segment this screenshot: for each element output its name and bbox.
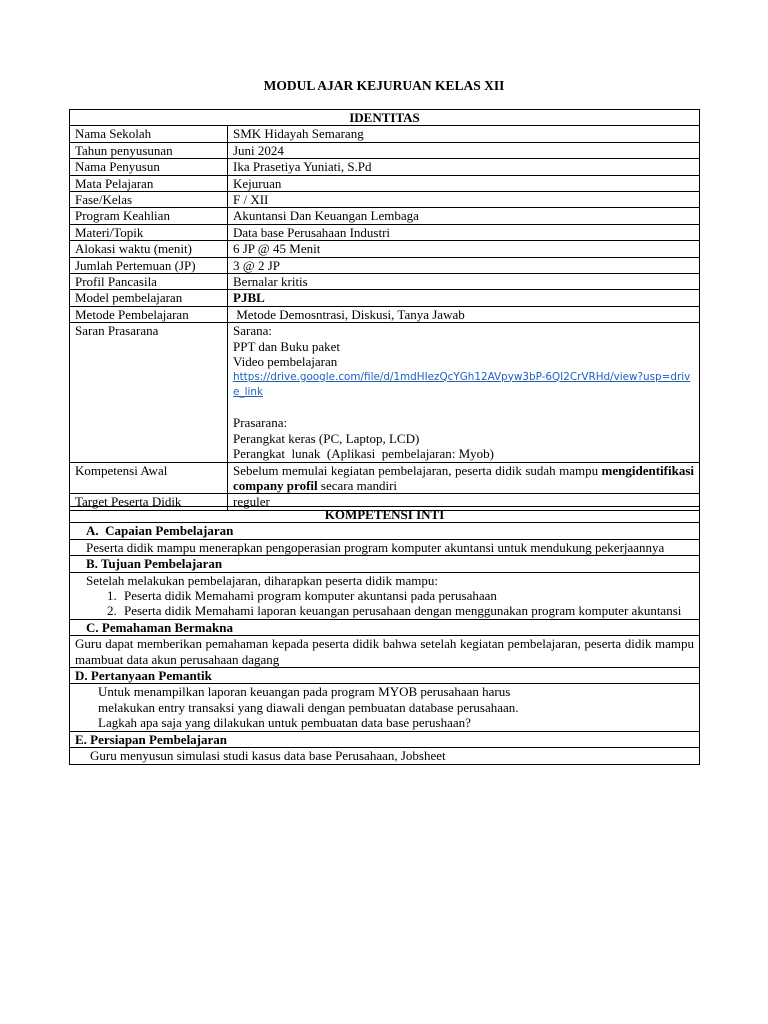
row-label: Alokasi waktu (menit) bbox=[70, 241, 228, 257]
saran-prasarana-cell bbox=[228, 323, 700, 462]
row-label: Mata Pelajaran bbox=[70, 175, 228, 191]
document-title: MODUL AJAR KEJURUAN KELAS XII bbox=[263, 78, 505, 93]
row-label: Tahun penyusunan bbox=[70, 142, 228, 158]
text-bold-segment: mengidentifikasi company profil bbox=[233, 462, 694, 493]
section-e-text: Guru menyusun simulasi studi kasus data base Perusahaan, Jobsheet bbox=[70, 748, 700, 764]
table-row bbox=[70, 241, 700, 257]
saran-prasarana-row bbox=[70, 323, 700, 462]
kompetensi-header-row bbox=[70, 507, 700, 523]
row-label: Target Peserta Didik bbox=[70, 494, 228, 510]
section-b-title: B. Tujuan Pembelajaran bbox=[70, 556, 700, 572]
section-body-row bbox=[70, 539, 700, 555]
section-a-text: Peserta didik mampu menerapkan pengoperasian program komputer akuntansi untuk mendukung pekerjaannya bbox=[70, 539, 700, 555]
row-label: Profil Pancasila bbox=[70, 274, 228, 290]
row-label: Materi/Topik bbox=[70, 224, 228, 240]
row-label: Nama Sekolah bbox=[70, 126, 228, 142]
sarana-item: PPT dan Buku paket bbox=[233, 338, 341, 354]
section-b-body bbox=[70, 572, 700, 619]
section-body-row bbox=[70, 748, 700, 764]
row-value: Juni 2024 bbox=[228, 142, 700, 158]
section-b-intro: Setelah melakukan pembelajaran, diharapkan peserta didik mampu: bbox=[86, 572, 438, 588]
question-line: melakukan entry transaksi yang diawali dengan pembuatan database perusahaan. bbox=[98, 699, 519, 715]
section-e-title: E. Persiapan Pembelajaran bbox=[70, 731, 700, 747]
question-line: Untuk menampilkan laporan keuangan pada program MYOB perusahaan harus bbox=[98, 684, 511, 700]
row-label: Saran Prasarana bbox=[70, 323, 228, 462]
section-title-row bbox=[70, 556, 700, 572]
section-d-title: D. Pertanyaan Pemantik bbox=[70, 668, 700, 684]
row-label: Fase/Kelas bbox=[70, 192, 228, 208]
kompetensi-awal-row bbox=[70, 462, 700, 494]
spacer bbox=[233, 400, 694, 415]
section-a-title: A. Capaian Pembelajaran bbox=[70, 523, 700, 539]
identitas-header: IDENTITAS bbox=[70, 110, 700, 126]
tujuan-list bbox=[86, 588, 694, 619]
kompetensi-awal-text bbox=[228, 462, 700, 494]
section-title-row bbox=[70, 523, 700, 539]
section-body-row bbox=[70, 636, 700, 668]
row-label: Nama Penyusun bbox=[70, 159, 228, 175]
text-segment: Sebelum memulai kegiatan pembelajaran, peserta didik sudah mampu bbox=[233, 462, 602, 478]
row-value: Bernalar kritis bbox=[228, 274, 700, 290]
row-value: Data base Perusahaan Industri bbox=[228, 224, 700, 240]
section-title-row bbox=[70, 731, 700, 747]
section-c-title: C. Pemahaman Bermakna bbox=[70, 619, 700, 635]
question-line: Lagkah apa saja yang dilakukan untuk pembuatan data base perushaan? bbox=[98, 715, 471, 731]
list-item: 1. Peserta didik Memahami program komputer akuntansi pada perusahaan bbox=[120, 588, 694, 603]
table-row bbox=[70, 208, 700, 224]
row-value: Metode Demosntrasi, Diskusi, Tanya Jawab bbox=[228, 306, 700, 322]
identitas-header-row bbox=[70, 110, 700, 126]
table-row bbox=[70, 126, 700, 142]
row-label: Program Keahlian bbox=[70, 208, 228, 224]
section-c-text: Guru dapat memberikan pemahaman kepada peserta didik bahwa setelah kegiatan pembelajaran, peserta didik mampu mambuat data akun perusahaan dagang bbox=[70, 636, 700, 668]
table-row bbox=[70, 257, 700, 273]
section-d-body bbox=[70, 684, 700, 731]
row-value: reguler bbox=[228, 494, 700, 510]
section-body-row bbox=[70, 572, 700, 619]
row-value: 6 JP @ 45 Menit bbox=[228, 241, 700, 257]
row-value: F / XII bbox=[228, 192, 700, 208]
section-title-row bbox=[70, 619, 700, 635]
identitas-table bbox=[69, 109, 700, 511]
video-link[interactable]: https://drive.google.com/file/d/1mdHIezQcYGh12AVpyw3bP-6QI2CrVRHd/view?usp=drive_link bbox=[233, 370, 691, 398]
table-row bbox=[70, 224, 700, 240]
text-segment: secara mandiri bbox=[317, 477, 398, 493]
prasarana-item: Perangkat keras (PC, Laptop, LCD) bbox=[233, 430, 420, 446]
prasarana-item: Perangkat lunak (Aplikasi pembelajaran: Myob) bbox=[233, 446, 495, 462]
table-row bbox=[70, 175, 700, 191]
table-row bbox=[70, 306, 700, 322]
row-value: 3 @ 2 JP bbox=[228, 257, 700, 273]
row-value: Kejuruan bbox=[228, 175, 700, 191]
row-label: Kompetensi Awal bbox=[70, 462, 228, 494]
table-row bbox=[70, 142, 700, 158]
row-label: Jumlah Pertemuan (JP) bbox=[70, 257, 228, 273]
kompetensi-header: KOMPETENSI INTI bbox=[70, 507, 700, 523]
sarana-title: Sarana: bbox=[233, 323, 272, 339]
table-row bbox=[70, 274, 700, 290]
prasarana-title: Prasarana: bbox=[233, 415, 288, 431]
row-value: Akuntansi Dan Keuangan Lembaga bbox=[228, 208, 700, 224]
table-row bbox=[70, 192, 700, 208]
list-item: 2. Peserta didik Memahami laporan keuangan perusahaan dengan menggunakan program komputer akuntansi bbox=[120, 603, 694, 618]
table-row bbox=[70, 159, 700, 175]
section-title-row bbox=[70, 668, 700, 684]
table-row bbox=[70, 290, 700, 306]
row-label: Model pembelajaran bbox=[70, 290, 228, 306]
section-body-row bbox=[70, 684, 700, 731]
row-value: Ika Prasetiya Yuniati, S.Pd bbox=[228, 159, 700, 175]
kompetensi-inti-table bbox=[69, 506, 700, 765]
row-value: SMK Hidayah Semarang bbox=[228, 126, 700, 142]
row-value: PJBL bbox=[228, 290, 700, 306]
row-label: Metode Pembelajaran bbox=[70, 306, 228, 322]
sarana-item: Video pembelajaran bbox=[233, 354, 338, 370]
